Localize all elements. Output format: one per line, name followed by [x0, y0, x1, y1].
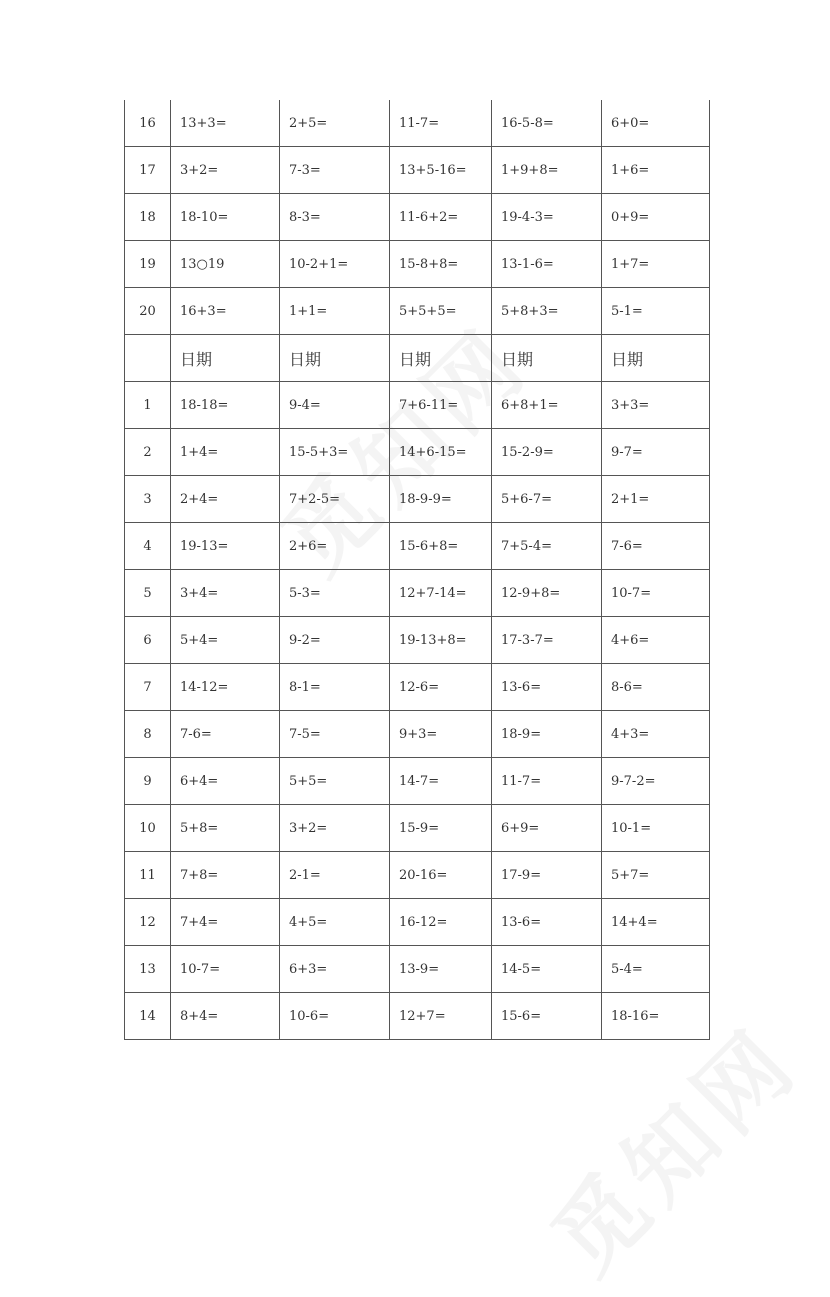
problem-cell: 6+8+1= — [492, 382, 602, 429]
problem-cell: 3+3= — [602, 382, 710, 429]
problem-cell: 13-6= — [492, 664, 602, 711]
problem-cell: 16+3= — [171, 288, 280, 335]
table-row — [125, 899, 710, 946]
problem-cell: 2+1= — [602, 476, 710, 523]
problem-cell: 5-1= — [602, 288, 710, 335]
problem-cell: 7+5-4= — [492, 523, 602, 570]
problem-cell: 6+9= — [492, 805, 602, 852]
problem-cell: 18-18= — [171, 382, 280, 429]
problem-cell: 18-9-9= — [390, 476, 492, 523]
problem-cell: 10-1= — [602, 805, 710, 852]
table-row — [125, 523, 710, 570]
problem-cell: 12-6= — [390, 664, 492, 711]
problem-cell: 14-12= — [171, 664, 280, 711]
table-row — [125, 100, 710, 147]
problem-cell: 8+4= — [171, 993, 280, 1040]
date-label: 日期 — [492, 335, 602, 382]
table-row — [125, 570, 710, 617]
problem-cell: 13+3= — [171, 100, 280, 147]
problem-cell: 14-7= — [390, 758, 492, 805]
row-number: 13 — [125, 946, 171, 993]
table-row — [125, 805, 710, 852]
row-number: 18 — [125, 194, 171, 241]
date-label: 日期 — [390, 335, 492, 382]
problem-cell: 5+8= — [171, 805, 280, 852]
table-row — [125, 147, 710, 194]
problem-cell: 11-7= — [492, 758, 602, 805]
problem-cell: 11-7= — [390, 100, 492, 147]
problem-cell: 4+6= — [602, 617, 710, 664]
problem-cell: 5+6-7= — [492, 476, 602, 523]
table-row — [125, 711, 710, 758]
table-row — [125, 194, 710, 241]
problem-cell: 9-4= — [280, 382, 390, 429]
table-row — [125, 617, 710, 664]
problem-cell: 5+5+5= — [390, 288, 492, 335]
problem-cell: 12+7-14= — [390, 570, 492, 617]
problem-cell: 1+1= — [280, 288, 390, 335]
problem-cell: 5+8+3= — [492, 288, 602, 335]
problem-cell: 13○19 — [171, 241, 280, 288]
table-row — [125, 664, 710, 711]
row-number: 16 — [125, 100, 171, 147]
row-number: 14 — [125, 993, 171, 1040]
row-number: 6 — [125, 617, 171, 664]
problem-cell: 4+5= — [280, 899, 390, 946]
problem-cell: 19-4-3= — [492, 194, 602, 241]
problem-cell: 1+9+8= — [492, 147, 602, 194]
problem-cell: 9-7= — [602, 429, 710, 476]
problem-cell: 7+8= — [171, 852, 280, 899]
problem-cell: 7-6= — [602, 523, 710, 570]
problem-cell: 0+9= — [602, 194, 710, 241]
problem-cell: 20-16= — [390, 852, 492, 899]
problem-cell: 18-16= — [602, 993, 710, 1040]
problem-cell: 8-3= — [280, 194, 390, 241]
row-number — [125, 335, 171, 382]
row-number: 19 — [125, 241, 171, 288]
problem-cell: 10-7= — [602, 570, 710, 617]
problem-cell: 19-13+8= — [390, 617, 492, 664]
problem-cell: 14+4= — [602, 899, 710, 946]
problem-cell: 16-5-8= — [492, 100, 602, 147]
problem-cell: 7+6-11= — [390, 382, 492, 429]
problem-cell: 1+4= — [171, 429, 280, 476]
problem-cell: 13-6= — [492, 899, 602, 946]
table-row — [125, 382, 710, 429]
problem-cell: 5-4= — [602, 946, 710, 993]
problem-cell: 10-7= — [171, 946, 280, 993]
row-number: 20 — [125, 288, 171, 335]
problem-cell: 1+6= — [602, 147, 710, 194]
arithmetic-worksheet-table — [124, 100, 710, 1040]
problem-cell: 18-9= — [492, 711, 602, 758]
problem-cell: 15-6= — [492, 993, 602, 1040]
problem-cell: 14-5= — [492, 946, 602, 993]
table-row — [125, 946, 710, 993]
row-number: 7 — [125, 664, 171, 711]
table-row — [125, 429, 710, 476]
problem-cell: 10-2+1= — [280, 241, 390, 288]
problem-cell: 15-2-9= — [492, 429, 602, 476]
problem-cell: 13+5-16= — [390, 147, 492, 194]
problem-cell: 5+4= — [171, 617, 280, 664]
problem-cell: 2+6= — [280, 523, 390, 570]
problem-cell: 2+4= — [171, 476, 280, 523]
problem-cell: 8-6= — [602, 664, 710, 711]
problem-cell: 8-1= — [280, 664, 390, 711]
problem-cell: 9+3= — [390, 711, 492, 758]
problem-cell: 7+2-5= — [280, 476, 390, 523]
problem-cell: 14+6-15= — [390, 429, 492, 476]
problem-cell: 16-12= — [390, 899, 492, 946]
row-number: 10 — [125, 805, 171, 852]
problem-cell: 2-1= — [280, 852, 390, 899]
row-number: 3 — [125, 476, 171, 523]
row-number: 5 — [125, 570, 171, 617]
problem-cell: 6+0= — [602, 100, 710, 147]
problem-cell: 7+4= — [171, 899, 280, 946]
row-number: 1 — [125, 382, 171, 429]
problem-cell: 11-6+2= — [390, 194, 492, 241]
problem-cell: 7-6= — [171, 711, 280, 758]
problem-cell: 9-2= — [280, 617, 390, 664]
problem-cell: 4+3= — [602, 711, 710, 758]
problem-cell: 7-5= — [280, 711, 390, 758]
row-number: 8 — [125, 711, 171, 758]
problem-cell: 5-3= — [280, 570, 390, 617]
date-label: 日期 — [171, 335, 280, 382]
row-number: 2 — [125, 429, 171, 476]
problem-cell: 5+5= — [280, 758, 390, 805]
problem-cell: 17-9= — [492, 852, 602, 899]
table-row — [125, 758, 710, 805]
problem-cell: 6+3= — [280, 946, 390, 993]
table-row — [125, 852, 710, 899]
problem-cell: 2+5= — [280, 100, 390, 147]
problem-cell: 3+2= — [171, 147, 280, 194]
problem-cell: 5+7= — [602, 852, 710, 899]
table-row — [125, 993, 710, 1040]
problem-cell: 18-10= — [171, 194, 280, 241]
table-row — [125, 476, 710, 523]
problem-cell: 15-6+8= — [390, 523, 492, 570]
row-number: 12 — [125, 899, 171, 946]
problem-cell: 17-3-7= — [492, 617, 602, 664]
problem-cell: 10-6= — [280, 993, 390, 1040]
problem-cell: 13-1-6= — [492, 241, 602, 288]
problem-cell: 19-13= — [171, 523, 280, 570]
row-number: 4 — [125, 523, 171, 570]
problem-cell: 15-9= — [390, 805, 492, 852]
problem-cell: 13-9= — [390, 946, 492, 993]
problem-cell: 12+7= — [390, 993, 492, 1040]
problem-cell: 3+4= — [171, 570, 280, 617]
row-number: 17 — [125, 147, 171, 194]
problem-cell: 12-9+8= — [492, 570, 602, 617]
problem-cell: 7-3= — [280, 147, 390, 194]
table-row — [125, 241, 710, 288]
problem-cell: 9-7-2= — [602, 758, 710, 805]
row-number: 11 — [125, 852, 171, 899]
row-number: 9 — [125, 758, 171, 805]
problem-cell: 3+2= — [280, 805, 390, 852]
problem-cell: 15-8+8= — [390, 241, 492, 288]
date-header-row — [125, 335, 710, 382]
date-label: 日期 — [280, 335, 390, 382]
problem-cell: 6+4= — [171, 758, 280, 805]
date-label: 日期 — [602, 335, 710, 382]
problem-cell: 15-5+3= — [280, 429, 390, 476]
problem-cell: 1+7= — [602, 241, 710, 288]
table-row — [125, 288, 710, 335]
